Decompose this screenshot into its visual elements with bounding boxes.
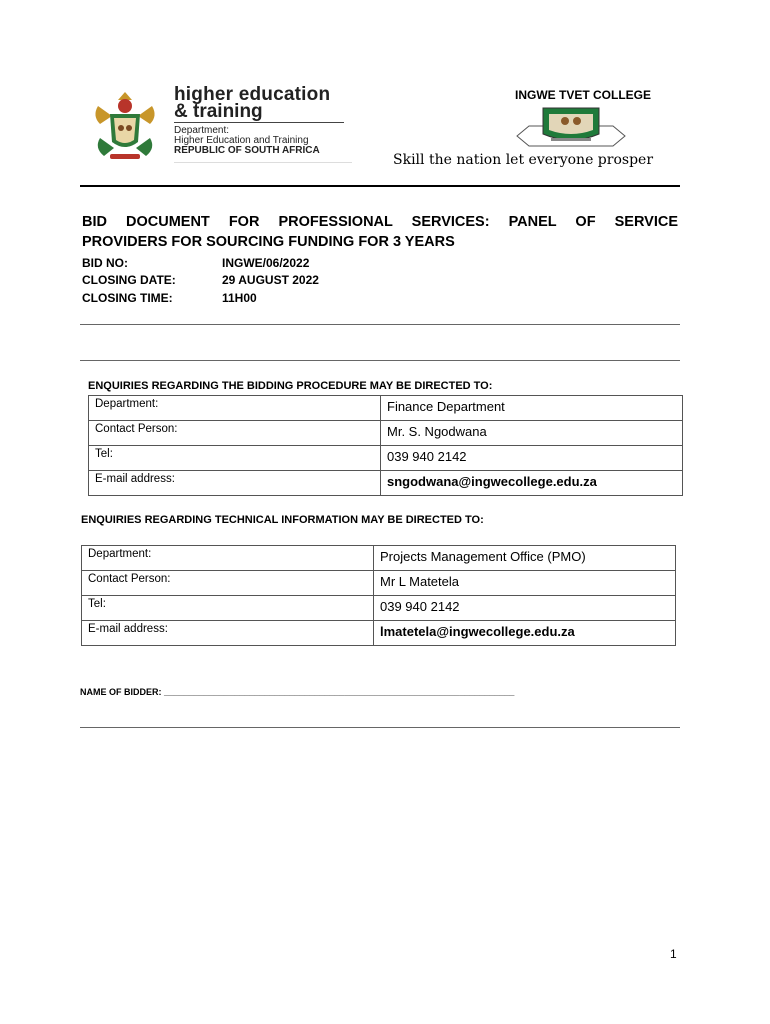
table-cell-label: Tel:	[82, 596, 374, 621]
table-cell-value: Mr. S. Ngodwana	[381, 421, 683, 446]
document-title-line2: PROVIDERS FOR SOURCING FUNDING FOR 3 YEARS	[82, 234, 455, 250]
table-cell-label: Department:	[82, 546, 374, 571]
table-row	[82, 596, 676, 621]
closing-time-label: CLOSING TIME:	[82, 291, 173, 305]
dhet-title-line1: higher education	[174, 84, 331, 105]
bidding-enquiries-heading: ENQUIRIES REGARDING THE BIDDING PROCEDURE MAY BE DIRECTED TO:	[88, 380, 493, 392]
dhet-subtitle-department: Department:	[174, 125, 230, 136]
table-cell-value: Finance Department	[381, 396, 683, 421]
closing-time-value: 11H00	[222, 291, 257, 305]
table-cell-label: E-mail address:	[89, 471, 381, 496]
college-name: INGWE TVET COLLEGE	[515, 88, 652, 102]
table-cell-label: Contact Person:	[82, 571, 374, 596]
table-cell-label: Contact Person:	[89, 421, 381, 446]
divider	[174, 162, 352, 163]
name-of-bidder-field[interactable]: NAME OF BIDDER: ______________________________________________________________________	[80, 687, 515, 697]
table-row	[89, 396, 683, 421]
page-number: 1	[670, 947, 677, 961]
email-link[interactable]: lmatetela@ingwecollege.edu.za	[374, 621, 676, 646]
coat-of-arms-icon	[88, 86, 162, 164]
table-cell-label: Tel:	[89, 446, 381, 471]
table-cell-value: 039 940 2142	[381, 446, 683, 471]
bid-no-value: INGWE/06/2022	[222, 256, 310, 270]
college-motto: Skill the nation let everyone prosper	[393, 152, 654, 168]
table-row	[89, 471, 683, 496]
dhet-title-line2: & training	[174, 101, 263, 122]
table-cell-value: Projects Management Office (PMO)	[374, 546, 676, 571]
technical-enquiries-table	[81, 545, 676, 646]
divider	[174, 122, 344, 123]
college-badge-icon	[515, 106, 627, 150]
table-row	[82, 571, 676, 596]
dhet-logo	[88, 86, 358, 166]
table-row	[89, 446, 683, 471]
closing-date-label: CLOSING DATE:	[82, 273, 176, 287]
bidding-enquiries-table	[88, 395, 683, 496]
dhet-subtitle-country: REPUBLIC OF SOUTH AFRICA	[174, 145, 320, 156]
table-row	[82, 546, 676, 571]
dhet-subtitle-name: Higher Education and Training	[174, 135, 309, 146]
document-title-line1: BID DOCUMENT FOR PROFESSIONAL SERVICES: PANEL OF SERVICE	[82, 214, 678, 230]
closing-date-value: 29 AUGUST 2022	[222, 273, 319, 287]
divider	[80, 360, 680, 361]
divider	[80, 324, 680, 325]
table-cell-label: E-mail address:	[82, 621, 374, 646]
bid-no-label: BID NO:	[82, 256, 128, 270]
table-row	[82, 621, 676, 646]
table-cell-value: Mr L Matetela	[374, 571, 676, 596]
technical-enquiries-heading: ENQUIRIES REGARDING TECHNICAL INFORMATION MAY BE DIRECTED TO:	[81, 514, 484, 526]
table-cell-value: 039 940 2142	[374, 596, 676, 621]
divider	[80, 727, 680, 728]
email-link[interactable]: sngodwana@ingwecollege.edu.za	[381, 471, 683, 496]
table-row	[89, 421, 683, 446]
table-cell-label: Department:	[89, 396, 381, 421]
header-divider	[80, 185, 680, 187]
